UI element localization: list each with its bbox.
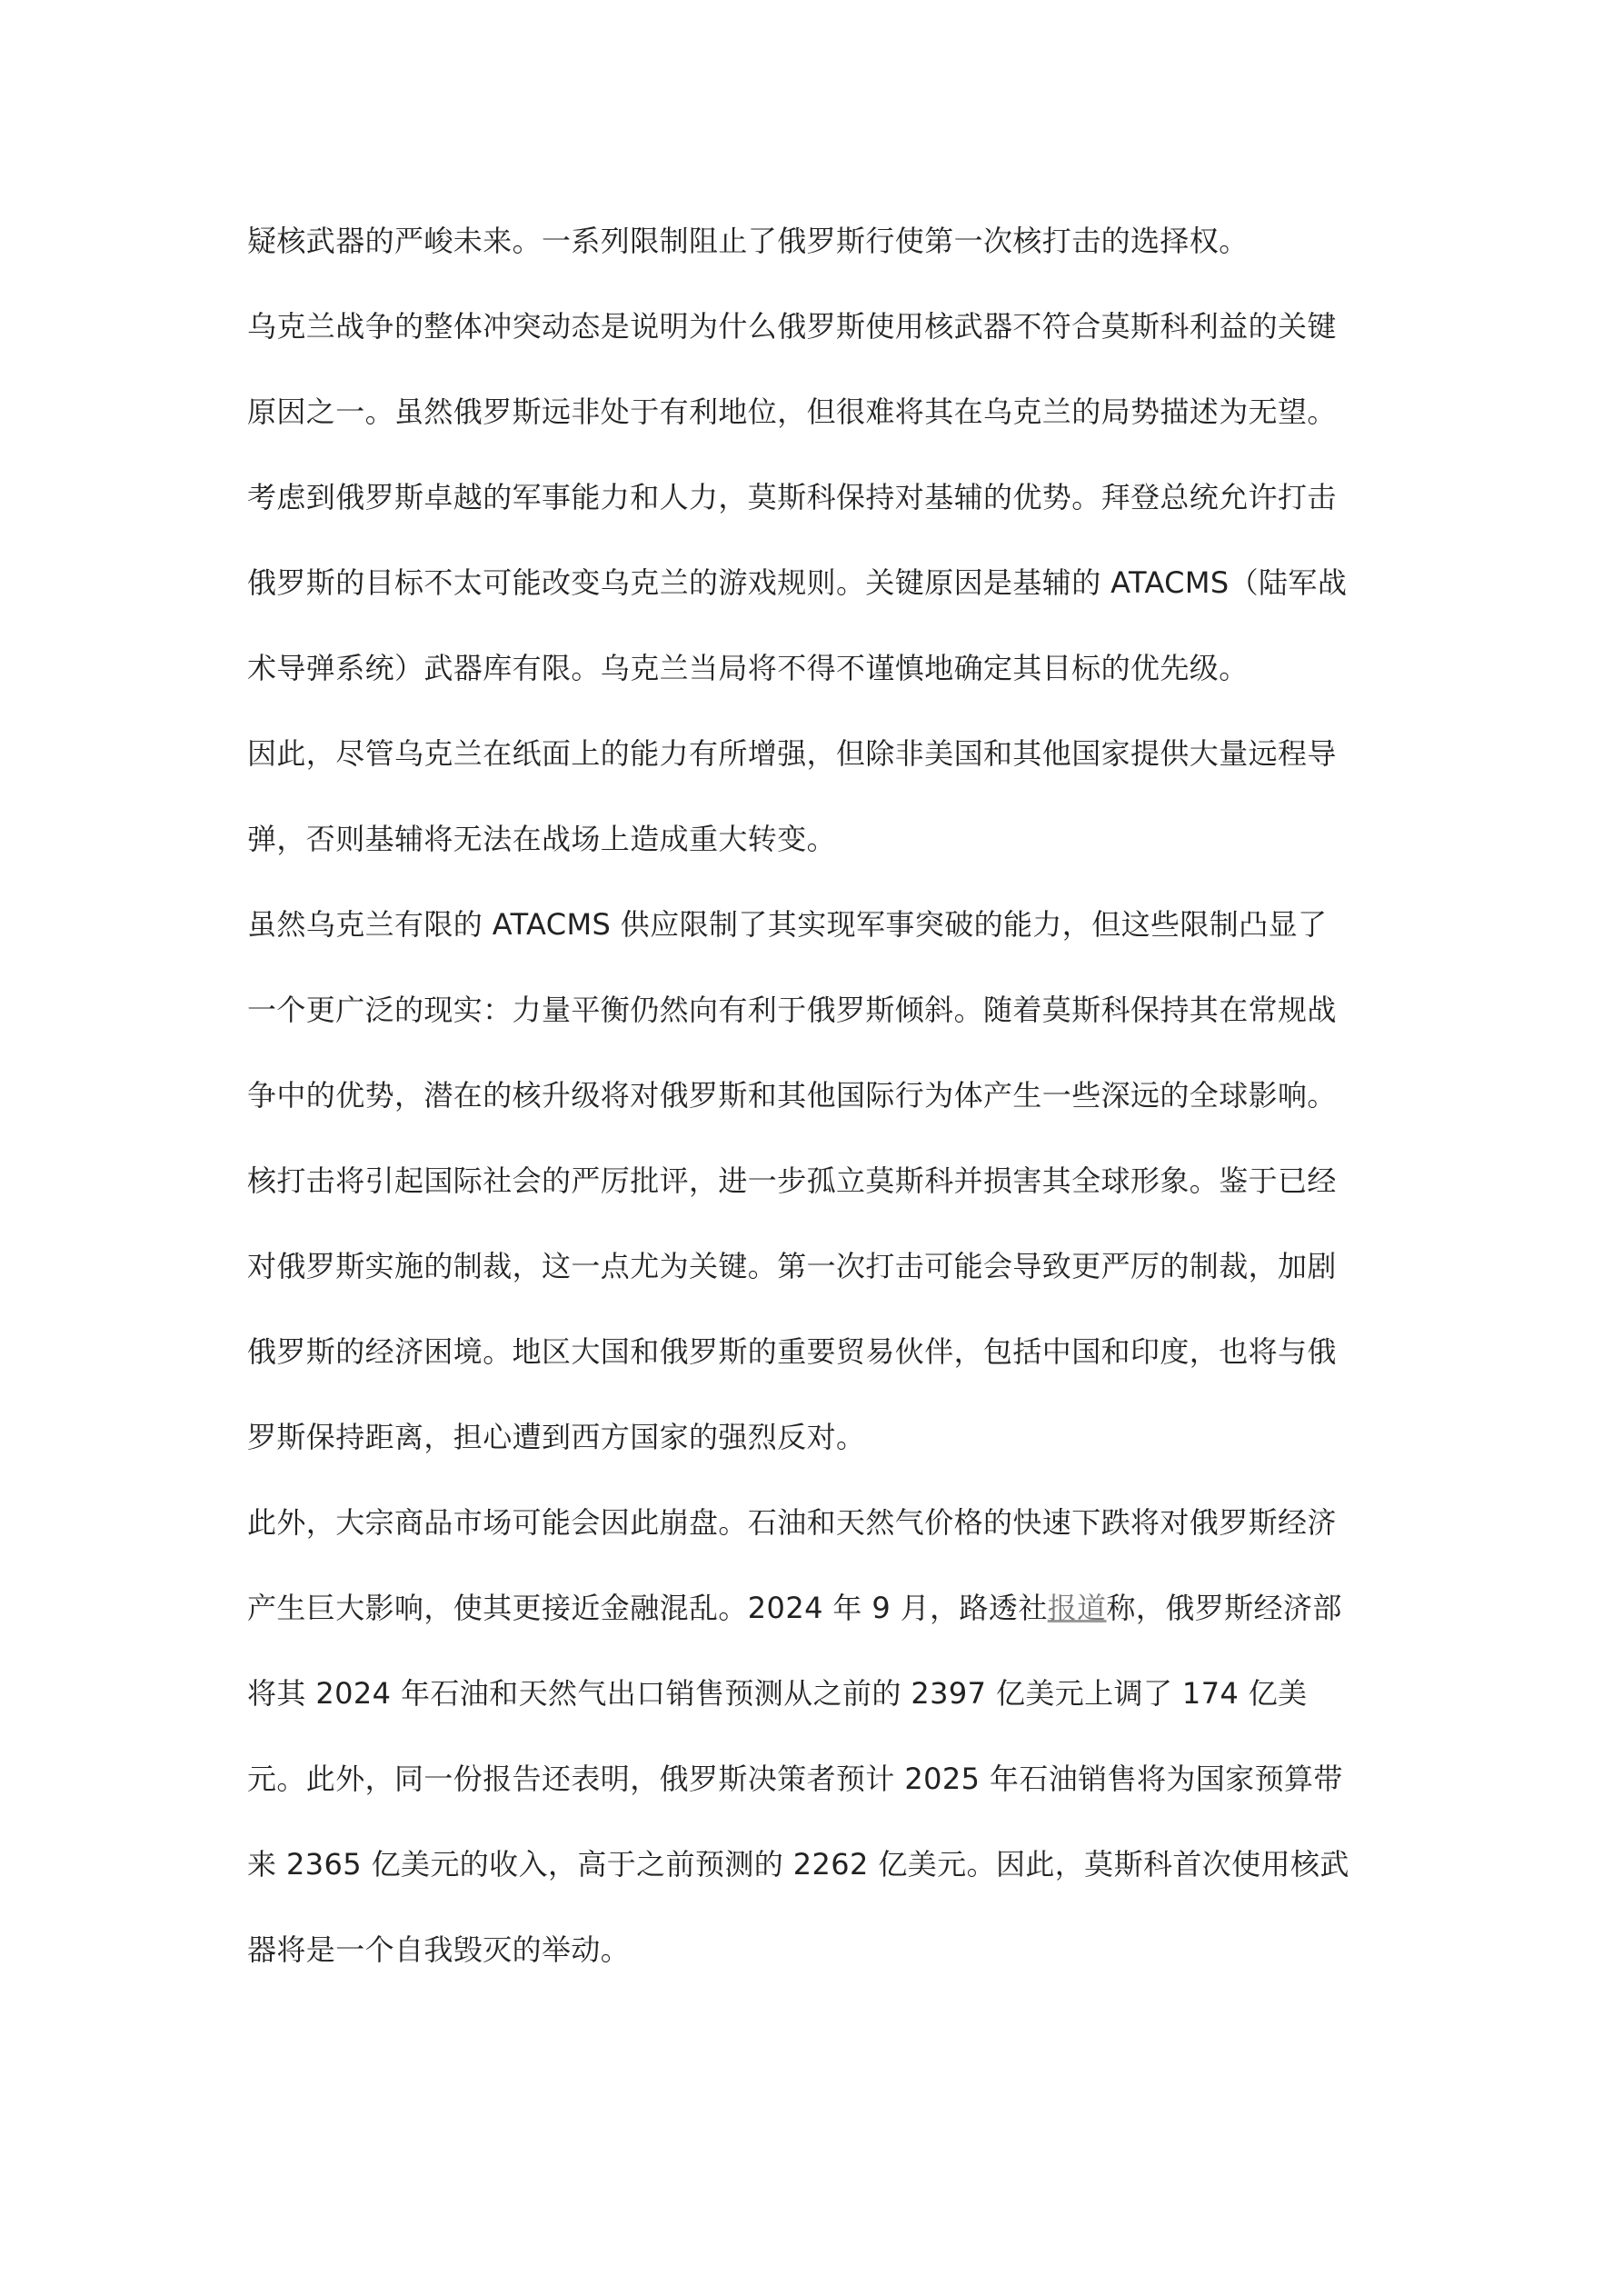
paragraph-international-criticism xyxy=(247,1138,1383,1480)
text-segment: 称，俄罗斯经济部 xyxy=(1106,1591,1342,1625)
text-line: 一个更广泛的现实：力量平衡仍然向有利于俄罗斯倾斜。随着莫斯科保持其在常规战 xyxy=(247,993,1337,1027)
text-line: 器将是一个自我毁灭的举动。 xyxy=(247,1932,631,1967)
text-line: 对俄罗斯实施的制裁，这一点尤为关键。第一次打击可能会导致更严厉的制裁，加剧 xyxy=(247,1249,1337,1283)
text-line: 核打击将引起国际社会的严厉批评，进一步孤立莫斯科并损害其全球形象。鉴于已经 xyxy=(247,1163,1337,1198)
text-line: 俄罗斯的经济困境。地区大国和俄罗斯的重要贸易伙伴，包括中国和印度，也将与俄 xyxy=(247,1334,1337,1369)
paragraph-intro-tail xyxy=(247,198,1383,284)
paragraph-commodity-markets xyxy=(247,1480,1383,1992)
text-line: 来 2365 亿美元的收入，高于之前预测的 2262 亿美元。因此，莫斯科首次使用核武 xyxy=(247,1847,1349,1882)
paragraph-long-range-missiles xyxy=(247,711,1383,882)
text-line: 原因之一。虽然俄罗斯远非处于有利地位，但很难将其在乌克兰的局势描述为无望。 xyxy=(247,394,1337,429)
text-line: 此外，大宗商品市场可能会因此崩盘。石油和天然气价格的快速下跌将对俄罗斯经济 xyxy=(247,1505,1337,1540)
text-line: 疑核武器的严峻未来。一系列限制阻止了俄罗斯行使第一次核打击的选择权。 xyxy=(247,224,1249,258)
text-line: 元。此外，同一份报告还表明，俄罗斯决策者预计 2025 年石油销售将为国家预算带 xyxy=(247,1762,1343,1796)
reuters-report-link[interactable]: 报道 xyxy=(1047,1591,1107,1625)
text-line: 考虑到俄罗斯卓越的军事能力和人力，莫斯科保持对基辅的优势。拜登总统允许打击 xyxy=(247,480,1337,514)
text-line: 俄罗斯的目标不太可能改变乌克兰的游戏规则。关键原因是基辅的 ATACMS（陆军战 xyxy=(247,565,1348,600)
article-body xyxy=(247,198,1383,1992)
text-line: 因此，尽管乌克兰在纸面上的能力有所增强，但除非美国和其他国家提供大量远程导 xyxy=(247,736,1337,771)
text-line: 争中的优势，潜在的核升级将对俄罗斯和其他国际行为体产生一些深远的全球影响。 xyxy=(247,1078,1337,1113)
paragraph-conflict-dynamics xyxy=(247,284,1383,711)
text-line: 乌克兰战争的整体冲突动态是说明为什么俄罗斯使用核武器不符合莫斯科利益的关键 xyxy=(247,309,1337,344)
text-line: 虽然乌克兰有限的 ATACMS 供应限制了其实现军事突破的能力，但这些限制凸显了 xyxy=(247,907,1328,942)
text-line: 弹，否则基辅将无法在战场上造成重大转变。 xyxy=(247,822,837,856)
text-segment: 产生巨大影响，使其更接近金融混乱。2024 年 9 月，路透社 xyxy=(247,1591,1048,1625)
paragraph-balance-of-power xyxy=(247,882,1383,1138)
text-line: 术导弹系统）武器库有限。乌克兰当局将不得不谨慎地确定其目标的优先级。 xyxy=(247,651,1249,685)
text-line: 将其 2024 年石油和天然气出口销售预测从之前的 2397 亿美元上调了 174 亿美 xyxy=(247,1676,1308,1711)
text-line-with-link xyxy=(247,1565,1383,1651)
text-line: 罗斯保持距离，担心遭到西方国家的强烈反对。 xyxy=(247,1420,866,1454)
